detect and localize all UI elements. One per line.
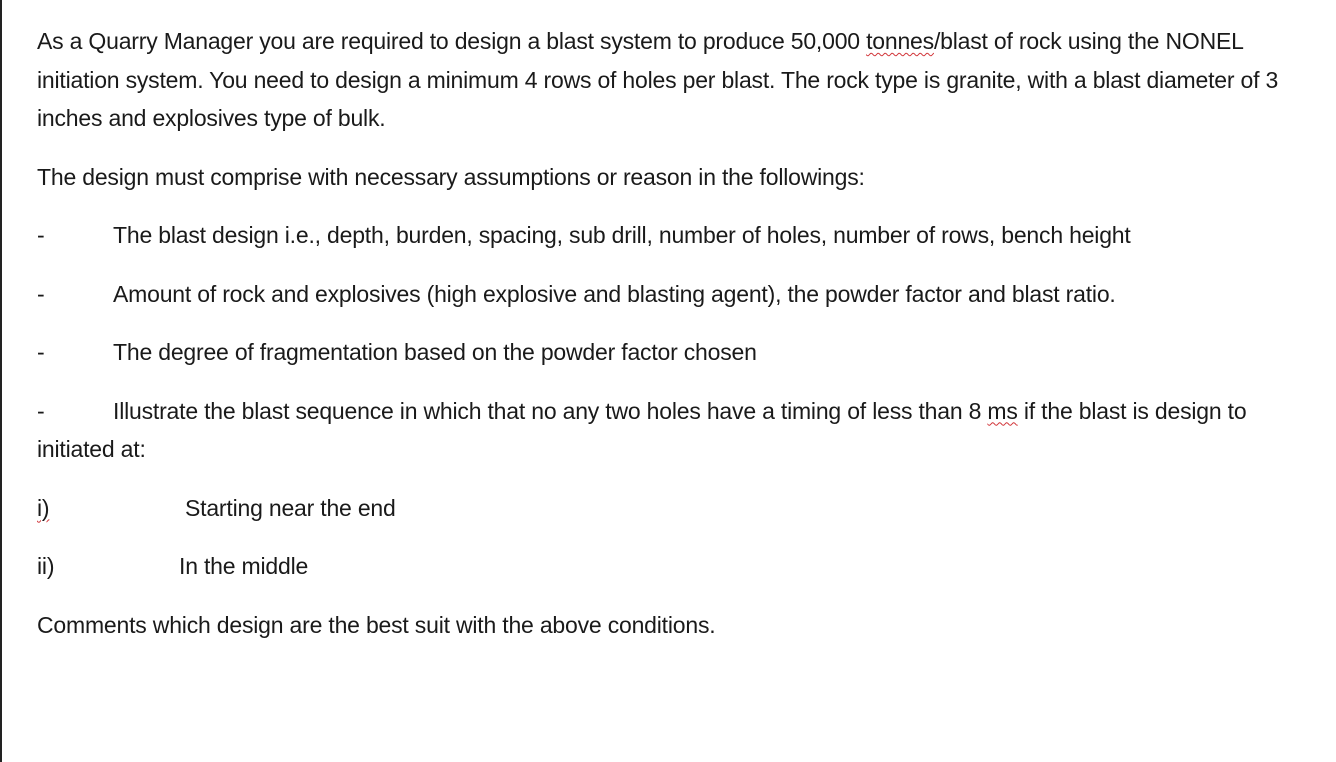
- bullet-rock-explosives: [37, 275, 1297, 314]
- design-requirements-heading: The design must comprise with necessary assumptions or reason in the followings:: [37, 163, 865, 190]
- document-body: [37, 22, 1297, 664]
- option-marker: ii): [37, 553, 55, 579]
- bullet-text: The blast design i.e., depth, burden, spacing, sub drill, number of holes, number of rows, bench height: [113, 222, 1131, 248]
- bullet-dash: -: [37, 339, 45, 365]
- option-text: Starting near the end: [185, 494, 396, 521]
- spellcheck-flagged-word[interactable]: ms: [987, 397, 1018, 424]
- bullet-blast-design: [37, 216, 1297, 255]
- option-marker: [37, 489, 185, 528]
- intro-text-start: As a Quarry Manager you are required to design a blast system to produce 50,000: [37, 28, 867, 54]
- bullet-dash: -: [37, 222, 45, 248]
- bullet-text-end: if the blast is design to initiated at:: [37, 397, 1247, 462]
- intro-text-end: /blast of rock using the NONEL initiation system. You need to design a minimum 4 rows of holes per blast. The rock type is granite, with a blast diameter of 3 inches and explosives type of bulk.: [37, 28, 1279, 131]
- bullet-text: Amount of rock and explosives (high explosive and blasting agent), the powder factor and blast ratio.: [113, 280, 1116, 307]
- bullet-text: The degree of fragmentation based on the powder factor chosen: [113, 339, 757, 365]
- option-text: In the middle: [179, 553, 309, 579]
- intro-paragraph: [37, 22, 1297, 138]
- option-starting-near-end: [37, 489, 1297, 528]
- bullet-text-start: Illustrate the blast sequence in which that no any two holes have a timing of less than 8: [113, 397, 988, 424]
- bullet-fragmentation: [37, 333, 1297, 372]
- spellcheck-flagged-word[interactable]: tonnes: [866, 28, 934, 54]
- bullet-blast-sequence: [37, 392, 1297, 469]
- option-in-the-middle: [37, 547, 1297, 586]
- bullet-dash: -: [37, 397, 45, 424]
- bullet-dash: -: [37, 280, 45, 307]
- spellcheck-flagged-word[interactable]: i): [37, 494, 50, 521]
- closing-paragraph: Comments which design are the best suit with the above conditions.: [37, 611, 716, 638]
